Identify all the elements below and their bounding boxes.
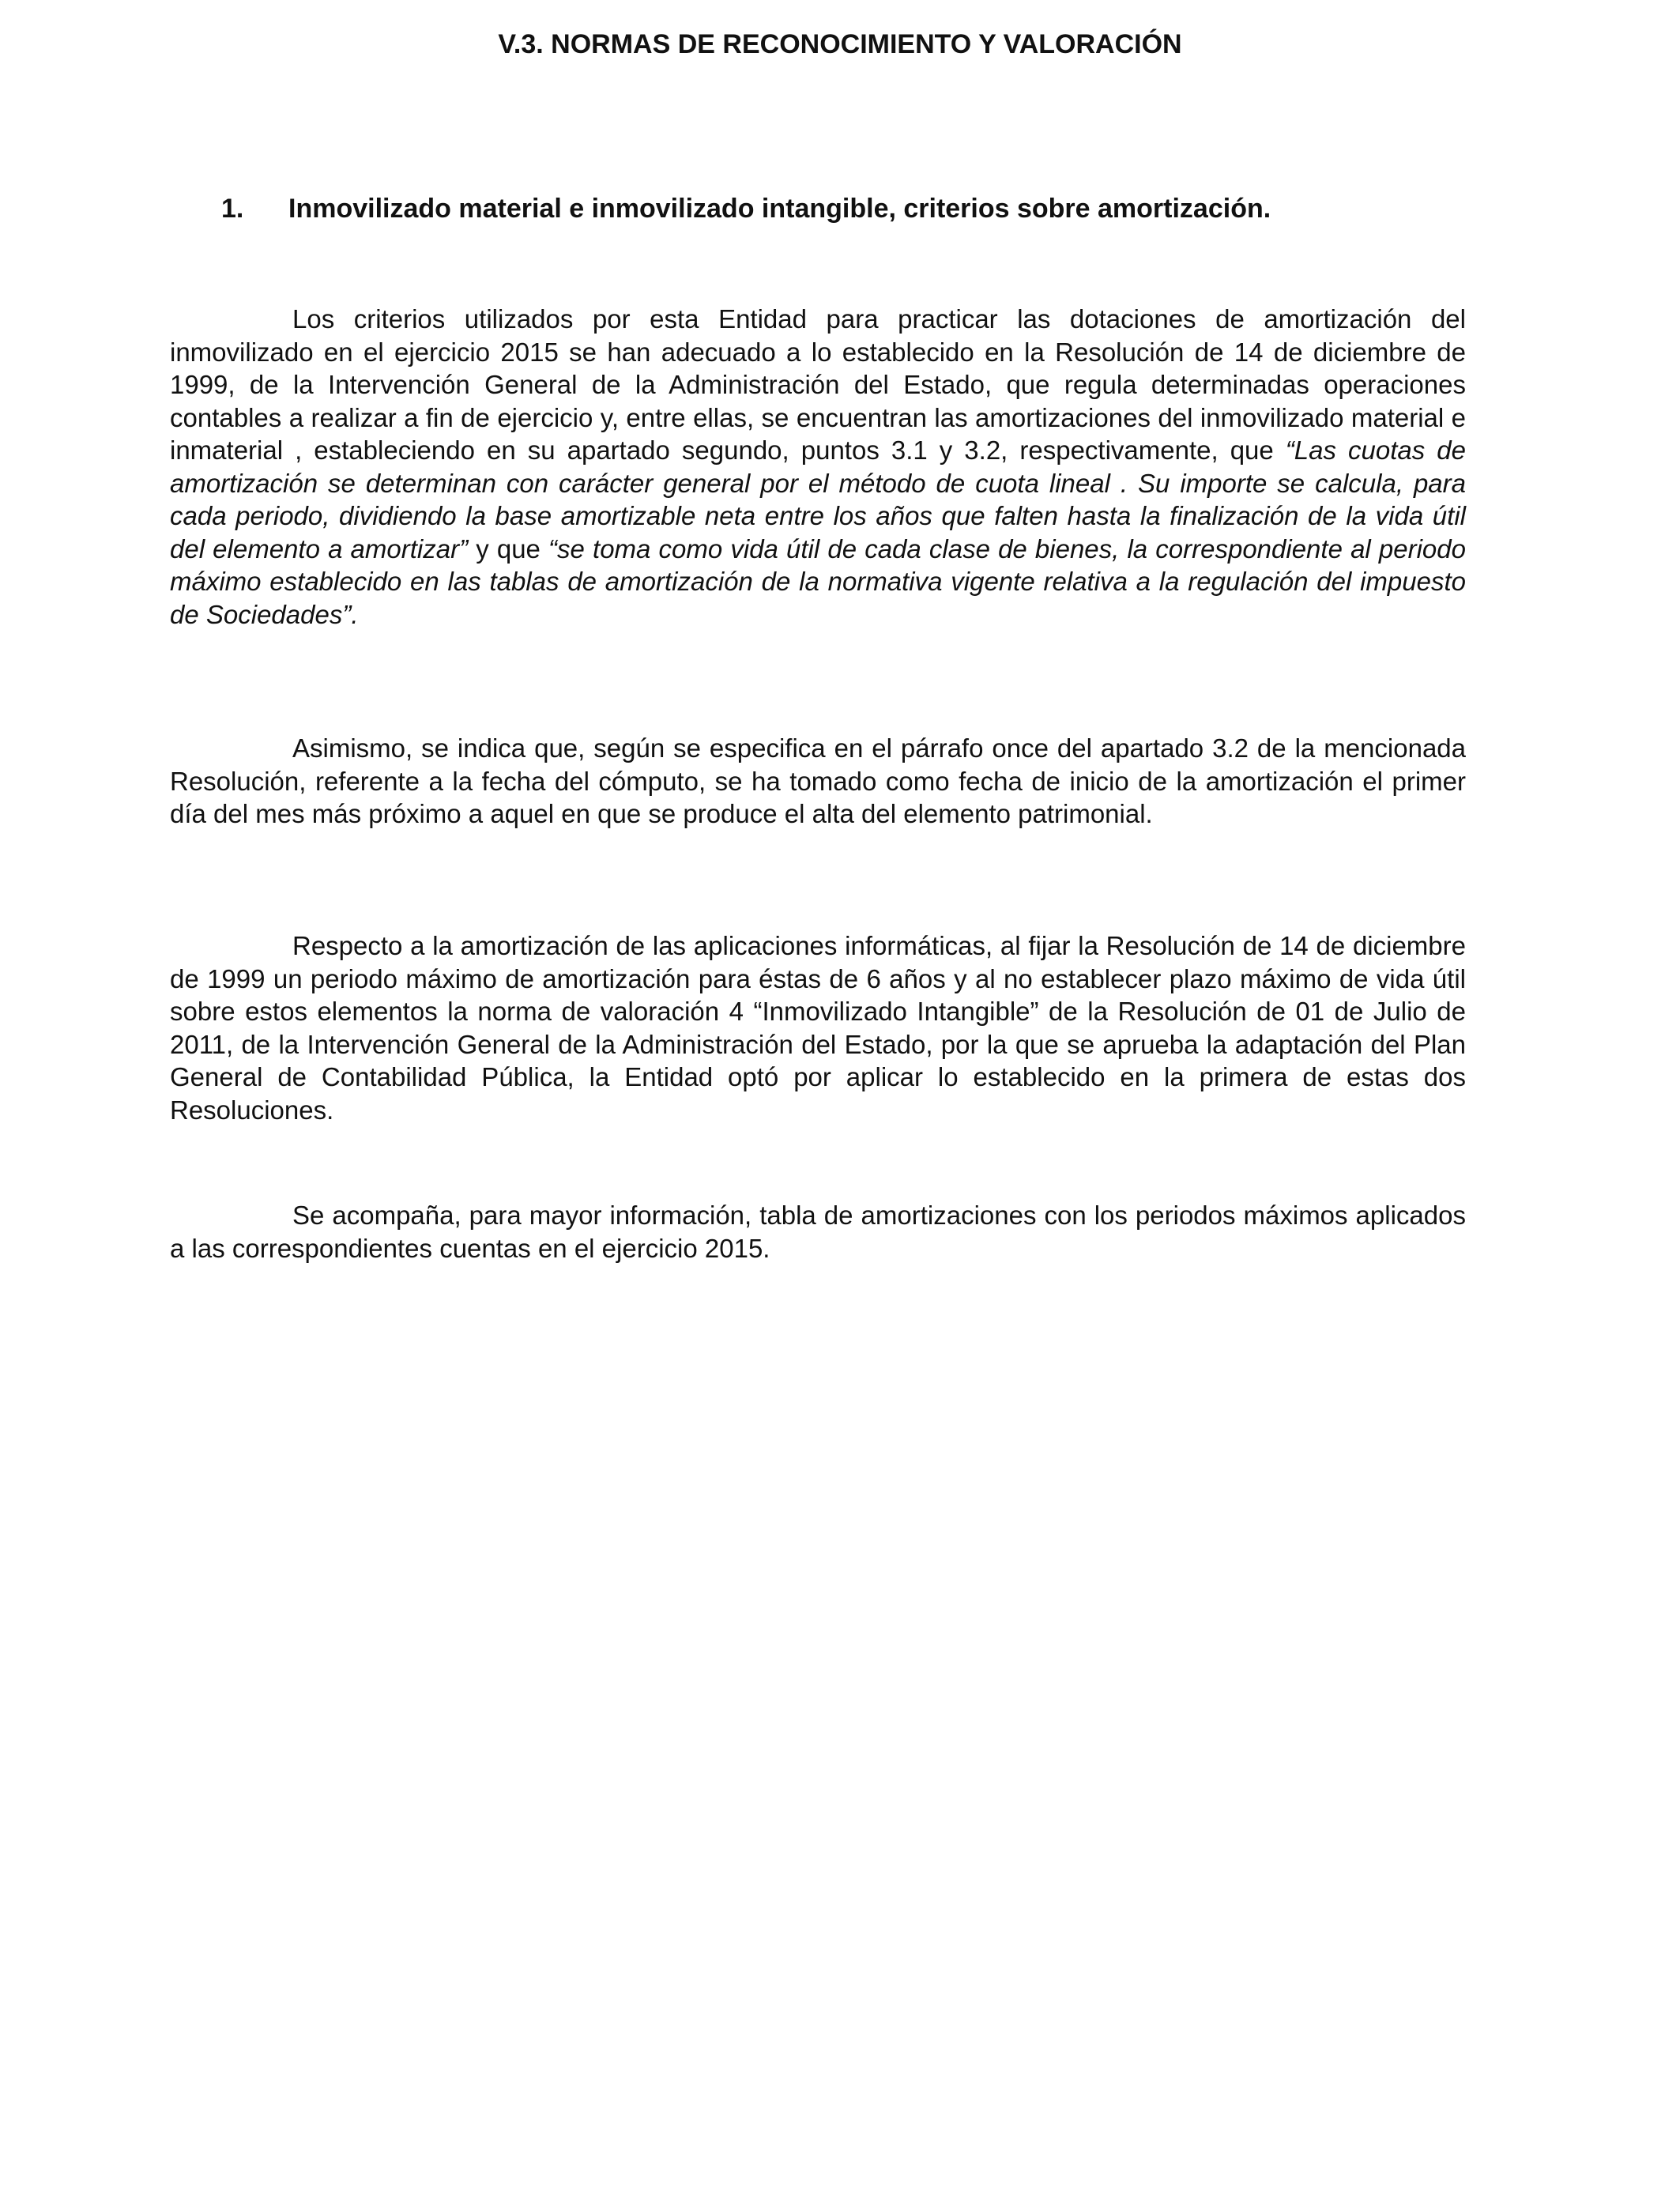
- section-number: 1.: [221, 194, 244, 224]
- section-heading-text: Inmovilizado material e inmovilizado intangible, criterios sobre amortización.: [288, 194, 1271, 224]
- paragraph1-text-a: Los criterios utilizados por esta Entidad para practicar las dotaciones de amortización del inmovilizado en el ejercicio 2015 se han adecuado a lo establecido en la Resolución de 14 de diciembre de 1999, de la Intervención General de la Administración del Estado, que regula determinadas operaciones contables a realizar a fin de ejercicio y, entre ellas, se encuentran las amortizaciones del inmovilizado material e inmaterial , estableciendo en su apartado segundo, puntos 3.1 y 3.2, respectivamente, que: [170, 304, 1466, 465]
- paragraph-amortization-criteria: [170, 303, 1466, 631]
- section-heading: [221, 191, 1271, 226]
- paragraph-software-amortization: Respecto a la amortización de las aplicaciones informáticas, al fijar la Resolución de 14 de diciembre de 1999 un periodo máximo de amortización para éstas de 6 años y al no establecer plazo máximo de vida útil sobre estos elementos la norma de valoración 4 “Inmovilizado Intangible” de la Resolución de 01 de Julio de 2011, de la Intervención General de la Administración del Estado, por la que se aprueba la adaptación del Plan General de Contabilidad Pública, la Entidad optó por aplicar lo establecido en la primera de estas dos Resoluciones.: [170, 931, 1466, 1125]
- paragraph1-quote-b: “se toma como vida útil de cada clase de bienes, la correspondiente al periodo máximo establecido en las tablas de amortización de la normativa vigente relativa a la regulación del impuesto de Sociedades”.: [170, 533, 1466, 629]
- paragraph1-text-b: y que: [468, 533, 549, 564]
- paragraph-start-date: Asimismo, se indica que, según se especifica en el párrafo once del apartado 3.2 de la mencionada Resolución, referente a la fecha del cómputo, se ha tomado como fecha de inicio de la amortización el primer día del mes más próximo a aquel en que se produce el alta del elemento patrimonial.: [170, 733, 1466, 828]
- paragraph-attached-table: Se acompaña, para mayor información, tabla de amortizaciones con los periodos máximos aplicados a las correspondientes cuentas en el ejercicio 2015.: [170, 1201, 1466, 1263]
- document-title: V.3. NORMAS DE RECONOCIMIENTO Y VALORACIÓN: [498, 29, 1182, 59]
- paragraph1-quote-a: “Las cuotas de amortización se determinan con carácter general por el método de cuota lineal . Su importe se calcula, para cada periodo, dividiendo la base amortizable neta entre los años que falten hasta la finalización de la vida útil del elemento a amortizar”: [170, 435, 1466, 564]
